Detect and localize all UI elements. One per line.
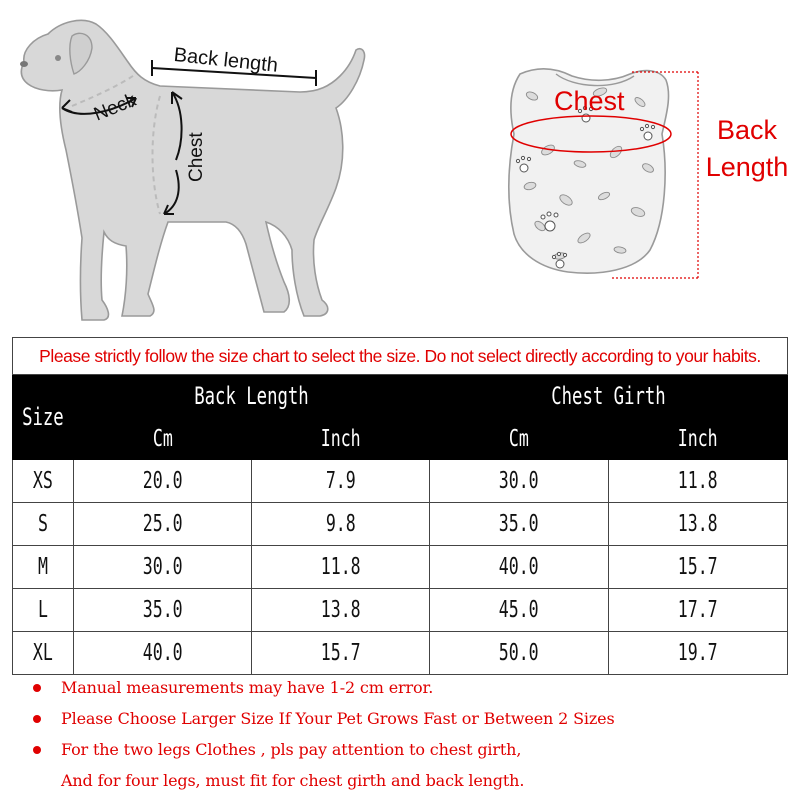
size-cell: XL xyxy=(13,632,74,675)
back-cm-cell: 25.0 xyxy=(74,503,252,546)
size-notice: Please strictly follow the size chart to select the size. Do not select directly according to your habits. xyxy=(13,338,788,375)
header-unit-row xyxy=(13,418,788,460)
back-inch-cell: 13.8 xyxy=(252,589,430,632)
table-row xyxy=(13,589,788,632)
bullet-dot-icon xyxy=(33,715,41,723)
chest-inch-cell: 15.7 xyxy=(609,546,788,589)
chest-cm-cell: 50.0 xyxy=(430,632,609,675)
note-item xyxy=(28,736,788,767)
chest-inch-cell: 13.8 xyxy=(609,503,788,546)
note-text: Manual measurements may have 1-2 cm error. xyxy=(61,678,434,697)
notes-list xyxy=(28,674,788,798)
back-inch-cell: 9.8 xyxy=(252,503,430,546)
chest-inch-cell: 11.8 xyxy=(609,460,788,503)
chest-cm-cell: 30.0 xyxy=(430,460,609,503)
table-row xyxy=(13,632,788,675)
measurement-illustration xyxy=(0,0,800,330)
bullet-dot-icon xyxy=(33,684,41,692)
table-row xyxy=(13,546,788,589)
note-text: For the two legs Clothes , pls pay attention to chest girth, xyxy=(61,740,522,759)
back-inch-cell: 15.7 xyxy=(252,632,430,675)
chest-girth-header: Chest Girth xyxy=(430,375,788,418)
vest-back-label-line1: Back xyxy=(716,115,778,145)
size-cell: S xyxy=(13,503,74,546)
back-inch-cell: 7.9 xyxy=(252,460,430,503)
chest-inch-cell: 17.7 xyxy=(609,589,788,632)
table-row xyxy=(13,460,788,503)
back-cm-cell: 40.0 xyxy=(74,632,252,675)
chest-cm-cell: 40.0 xyxy=(430,546,609,589)
note-item xyxy=(28,674,788,705)
chest-inch-cell: 19.7 xyxy=(609,632,788,675)
note-text: Please Choose Larger Size If Your Pet Grows Fast or Between 2 Sizes xyxy=(61,709,615,728)
back-cm-cell: 20.0 xyxy=(74,460,252,503)
size-chart-table xyxy=(12,337,788,675)
back-inch-header: Inch xyxy=(252,418,430,460)
chest-label: Chest xyxy=(186,132,207,182)
back-inch-cell: 11.8 xyxy=(252,546,430,589)
table-row xyxy=(13,503,788,546)
back-cm-cell: 35.0 xyxy=(74,589,252,632)
illustration-canvas xyxy=(0,0,800,330)
back-cm-cell: 30.0 xyxy=(74,546,252,589)
header-group-row xyxy=(13,375,788,418)
size-column-header: Size xyxy=(13,375,74,460)
back-length-header: Back Length xyxy=(74,375,430,418)
size-cell: M xyxy=(13,546,74,589)
vest-back-length-label xyxy=(699,112,795,186)
chest-cm-cell: 45.0 xyxy=(430,589,609,632)
back-length-label: Back length xyxy=(172,44,279,77)
vest-chest-label: Chest xyxy=(554,86,625,116)
note-text: And for four legs, must fit for chest girth and back length. xyxy=(61,771,525,790)
neck-label: Neck xyxy=(91,89,140,126)
chest-cm-header: Cm xyxy=(430,418,609,460)
note-item-continuation xyxy=(28,767,788,798)
size-cell: XS xyxy=(13,460,74,503)
size-cell: L xyxy=(13,589,74,632)
chest-cm-cell: 35.0 xyxy=(430,503,609,546)
note-item xyxy=(28,705,788,736)
back-cm-header: Cm xyxy=(74,418,252,460)
vest-back-label-line2: Length xyxy=(705,152,789,182)
chest-inch-header: Inch xyxy=(609,418,788,460)
size-notice-row xyxy=(13,338,788,375)
bullet-dot-icon xyxy=(33,746,41,754)
